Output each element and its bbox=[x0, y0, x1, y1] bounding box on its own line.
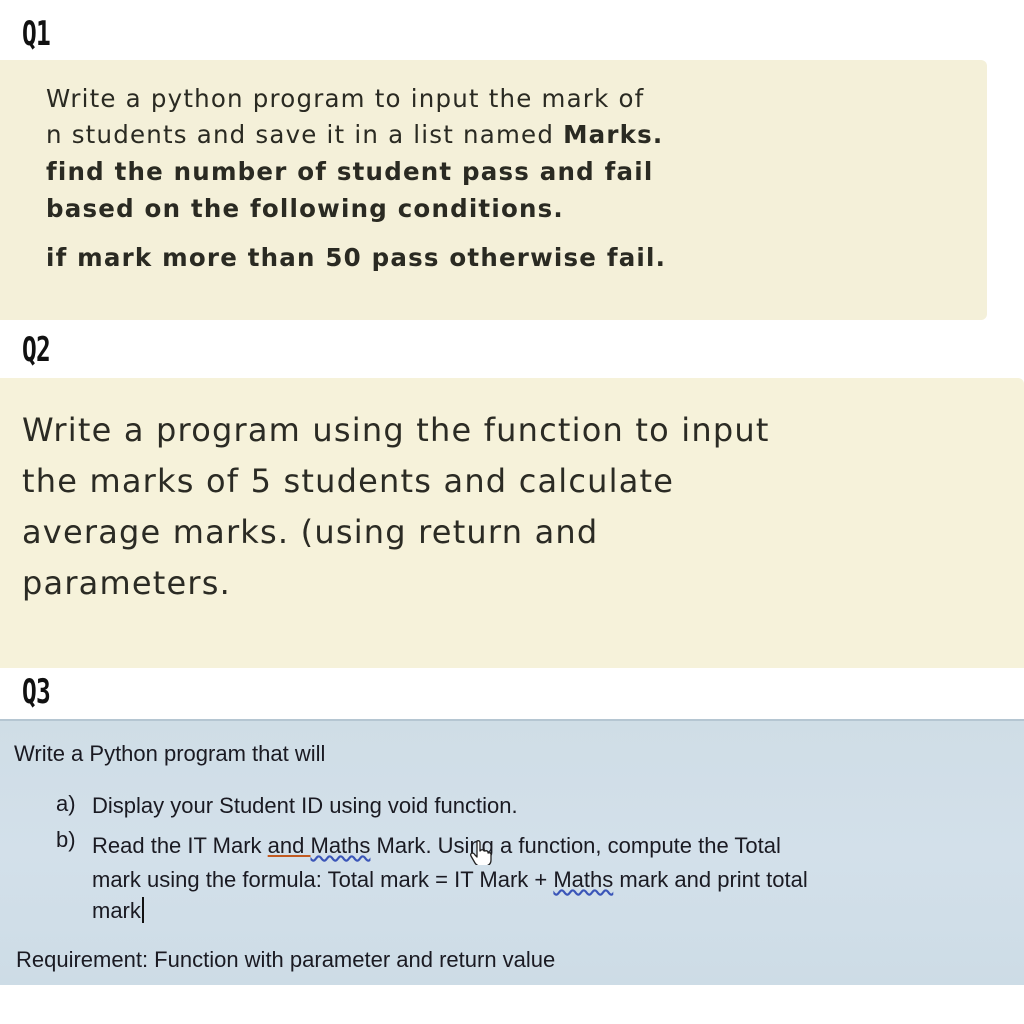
item-b-line-1 bbox=[92, 833, 781, 859]
question-3-title: Write a Python program that will bbox=[14, 741, 326, 766]
question-2-line: Write a program using the function to input bbox=[22, 411, 770, 449]
question-2-label: Q2 bbox=[22, 330, 51, 370]
item-a-text: Display your Student ID using void function. bbox=[92, 793, 518, 818]
question-1-line bbox=[46, 120, 663, 149]
item-b-mark-word: Mark bbox=[376, 833, 426, 858]
question-1-condition bbox=[46, 243, 666, 272]
item-b-text: Read the IT Mark bbox=[92, 833, 268, 858]
text-caret bbox=[142, 897, 144, 923]
list-name-marks: Marks. bbox=[563, 120, 664, 149]
q1-line-text: find the number of student pass and fail bbox=[46, 157, 654, 186]
requirement-text: Requirement: Function with parameter and return value bbox=[16, 947, 556, 972]
spellcheck-maths: Maths bbox=[553, 867, 614, 892]
item-b-text: mark bbox=[92, 898, 141, 923]
question-2-line: the marks of 5 students and calculate bbox=[22, 462, 675, 500]
question-2-line: parameters. bbox=[22, 564, 231, 602]
q1-line-text: n students and save it in a list named bbox=[46, 120, 564, 149]
question-3-label: Q3 bbox=[22, 672, 51, 712]
q1-line-text: Write a python program to input the mark of bbox=[46, 84, 645, 113]
question-2-line: average marks. (using return and bbox=[22, 513, 599, 551]
item-b-text: mark using the formula: Total mark = IT Mark + bbox=[92, 867, 554, 892]
question-2-panel bbox=[0, 378, 1024, 668]
item-b-line-3 bbox=[92, 897, 144, 924]
q1-line-text: based on the following conditions. bbox=[46, 194, 564, 223]
question-1-line bbox=[46, 157, 653, 186]
item-b-line-2 bbox=[92, 867, 808, 893]
item-b-marker: b) bbox=[56, 827, 76, 852]
q1-line-text: if mark more than 50 pass otherwise fail. bbox=[46, 243, 667, 272]
spellcheck-maths: Maths bbox=[310, 833, 371, 858]
item-b-text: mark and print total bbox=[613, 867, 808, 892]
spellcheck-and: and bbox=[267, 833, 311, 858]
question-1-label: Q1 bbox=[22, 14, 51, 54]
hand-cursor-icon bbox=[470, 839, 492, 865]
item-b-text: . Using a function, compute the Total bbox=[425, 833, 781, 858]
question-1-panel bbox=[0, 60, 987, 320]
question-1-line bbox=[46, 194, 564, 223]
item-a-marker: a) bbox=[56, 791, 76, 816]
question-1-line bbox=[46, 84, 644, 113]
question-3-panel bbox=[0, 719, 1024, 985]
